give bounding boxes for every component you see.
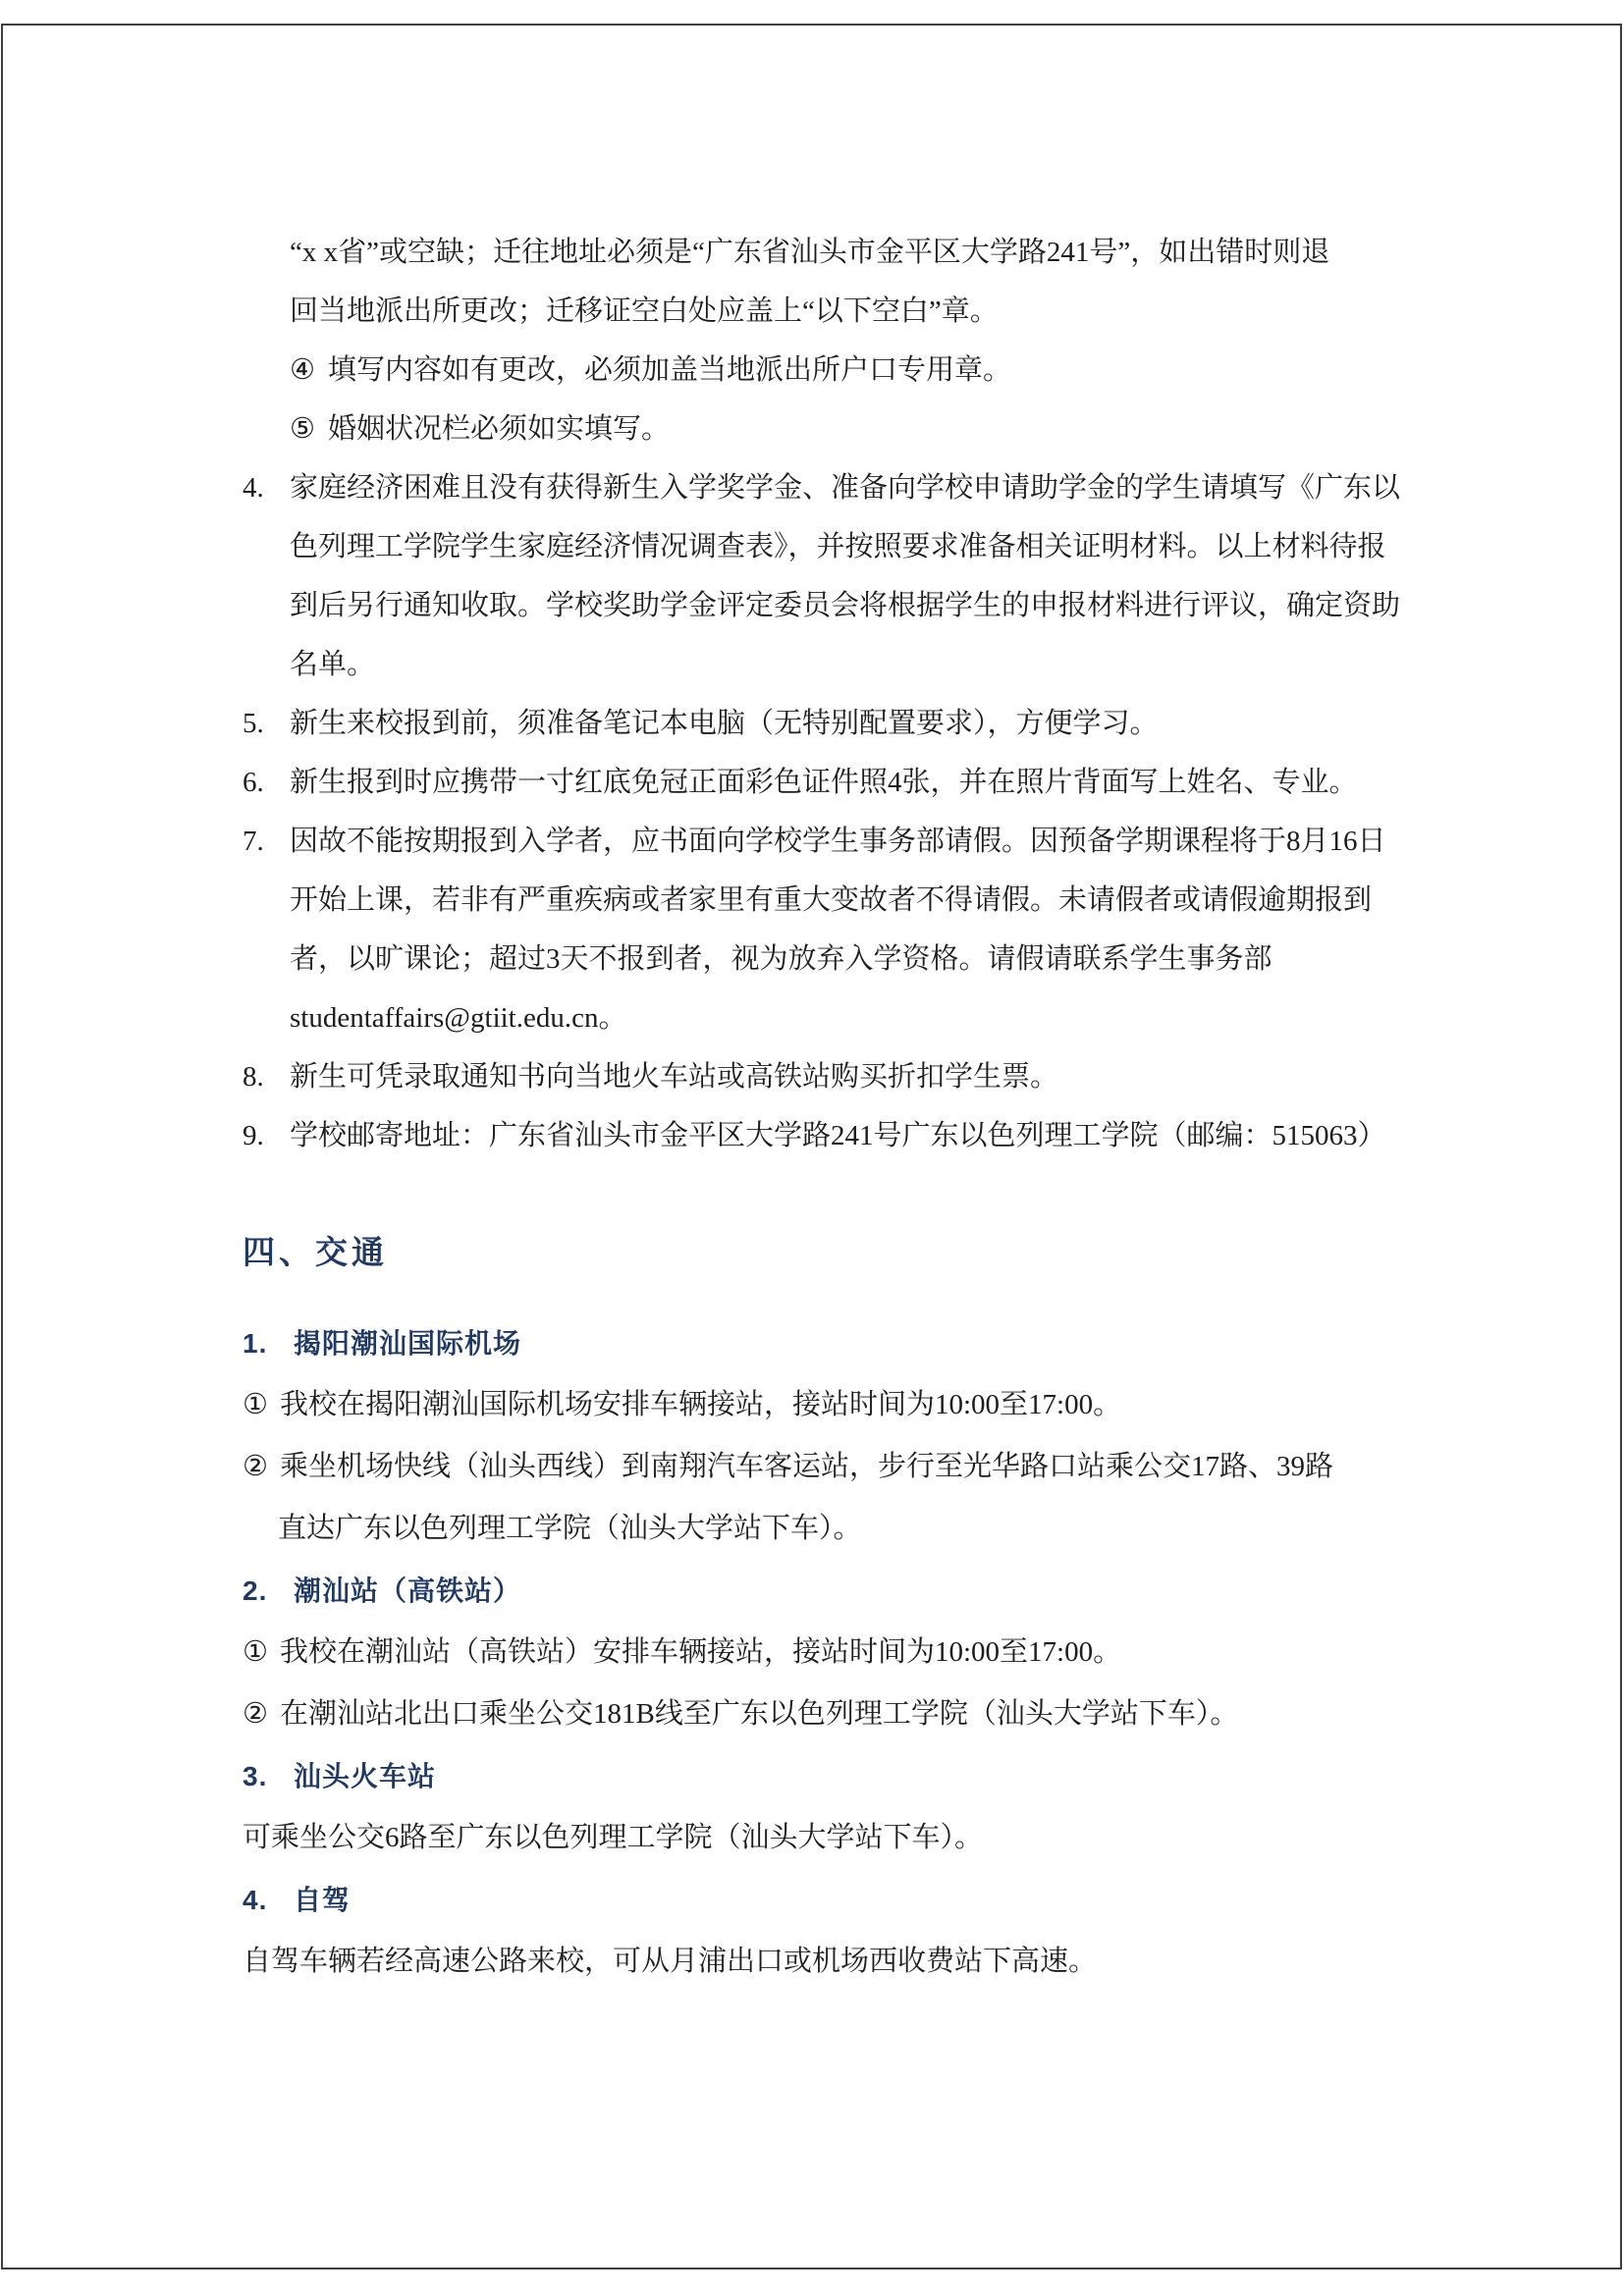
transport-step <box>243 1683 1401 1745</box>
subheading-number-marker: 1. <box>243 1328 268 1359</box>
circled-number-marker: ② <box>243 1451 268 1482</box>
transport-line-text: 乘坐机场快线（汕头西线）到南翔汽车客运站，步行至光华路口站乘公交17路、39路 <box>280 1451 1334 1482</box>
note-subitem-line <box>243 341 1401 400</box>
circled-number-marker: ① <box>243 1389 268 1420</box>
circled-number-marker: ① <box>243 1636 268 1668</box>
list-number-marker: 6. <box>243 767 264 798</box>
transport-line-text: 在潮汕站北出口乘坐公交181B线至广东以色列理工学院（汕头大学站下车）。 <box>280 1698 1239 1730</box>
section-heading-transport: 四、交通 <box>243 1234 388 1270</box>
transport-line-text: 可乘坐公交6路至广东以色列理工学院（汕头大学站下车）。 <box>243 1822 984 1853</box>
note-line-text: 开始上课，若非有严重疾病或者家里有重大变故者不得请假。未请假者或请假逾期报到 <box>290 884 1373 916</box>
note-line-text: 到后另行通知收取。学校奖助学金评定委员会将根据学生的申报材料进行评议，确定资助 <box>290 590 1401 621</box>
subheading-number-marker: 2. <box>243 1575 268 1606</box>
transport-line-text: 自驾 <box>294 1885 352 1915</box>
circled-number-marker: ② <box>243 1698 268 1730</box>
note-subitem-line <box>243 400 1401 458</box>
enrollment-notes-list <box>243 223 1401 1165</box>
note-line <box>243 753 1401 812</box>
transport-paragraph <box>243 1931 1401 1993</box>
note-line-continuation <box>243 517 1401 576</box>
note-line-text: 填写内容如有更改，必须加盖当地派出所户口专用章。 <box>328 354 1012 386</box>
note-line <box>243 1106 1401 1165</box>
note-line-text: 新生报到时应携带一寸红底免冠正面彩色证件照4张，并在照片背面写上姓名、专业。 <box>290 767 1358 798</box>
transport-line-text: 直达广东以色列理工学院（汕头大学站下车）。 <box>278 1513 862 1544</box>
note-line-text: 者，以旷课论；超过3天不报到者，视为放弃入学资格。请假请联系学生事务部 <box>290 943 1272 975</box>
note-line-text: 婚姻状况栏必须如实填写。 <box>328 413 671 445</box>
transport-step <box>243 1622 1401 1683</box>
note-line-text: 名单。 <box>290 649 376 680</box>
transport-step <box>243 1436 1401 1498</box>
list-number-marker: 9. <box>243 1120 264 1151</box>
note-line-text: 回当地派出所更改；迁移证空白处应盖上“以下空白”章。 <box>290 295 999 327</box>
note-line-text: “x x省”或空缺；迁往地址必须是“广东省汕头市金平区大学路241号”，如出错时则退 <box>290 237 1330 268</box>
transport-subheading <box>243 1560 1401 1622</box>
transport-line-text: 潮汕站（高铁站） <box>294 1575 522 1606</box>
note-line <box>243 812 1401 871</box>
transport-line-text: 我校在潮汕站（高铁站）安排车辆接站，接站时间为10:00至17:00。 <box>280 1636 1122 1668</box>
circled-number-marker: ⑤ <box>290 413 315 445</box>
transport-subheading <box>243 1869 1401 1931</box>
note-line-continuation <box>243 223 1401 282</box>
transport-step-continuation <box>243 1498 1401 1560</box>
note-line-continuation <box>243 576 1401 635</box>
subheading-number-marker: 4. <box>243 1885 268 1915</box>
transport-line-text: 汕头火车站 <box>294 1761 437 1791</box>
transport-line-text: 揭阳潮汕国际机场 <box>294 1328 522 1359</box>
list-number-marker: 8. <box>243 1061 264 1093</box>
note-line-text: 新生可凭录取通知书向当地火车站或高铁站购买折扣学生票。 <box>290 1061 1059 1093</box>
transport-subheading <box>243 1312 1401 1374</box>
note-line-text: 家庭经济困难且没有获得新生入学奖学金、准备向学校申请助学金的学生请填写《广东以 <box>290 472 1401 504</box>
transport-step <box>243 1374 1401 1436</box>
note-line <box>243 1047 1401 1106</box>
note-line-text: 因故不能按期报到入学者，应书面向学校学生事务部请假。因预备学期课程将于8月16日 <box>290 826 1386 857</box>
note-line <box>243 694 1401 753</box>
transport-line-text: 我校在揭阳潮汕国际机场安排车辆接站，接站时间为10:00至17:00。 <box>280 1389 1122 1420</box>
transport-section <box>243 1312 1401 1993</box>
transport-subheading <box>243 1745 1401 1807</box>
note-line-continuation <box>243 635 1401 694</box>
note-line-text: 学校邮寄地址：广东省汕头市金平区大学路241号广东以色列理工学院（邮编：515063） <box>290 1120 1386 1151</box>
note-line <box>243 458 1401 517</box>
list-number-marker: 4. <box>243 472 264 504</box>
contact-email-text: studentaffairs@gtiit.edu.cn。 <box>290 1002 627 1034</box>
list-number-marker: 7. <box>243 826 264 857</box>
note-line-continuation <box>243 871 1401 930</box>
list-number-marker: 5. <box>243 708 264 739</box>
note-line-text: 色列理工学院学生家庭经济情况调查表》，并按照要求准备相关证明材料。以上材料待报 <box>290 531 1386 562</box>
note-line-text: 新生来校报到前，须准备笔记本电脑（无特别配置要求），方便学习。 <box>290 708 1159 739</box>
circled-number-marker: ④ <box>290 354 315 386</box>
transport-line-text: 自驾车辆若经高速公路来校，可从月浦出口或机场西收费站下高速。 <box>243 1946 1098 1977</box>
transport-paragraph <box>243 1807 1401 1869</box>
note-line-continuation <box>243 988 1401 1047</box>
note-line-continuation <box>243 930 1401 988</box>
subheading-number-marker: 3. <box>243 1761 268 1791</box>
note-line-continuation <box>243 282 1401 341</box>
